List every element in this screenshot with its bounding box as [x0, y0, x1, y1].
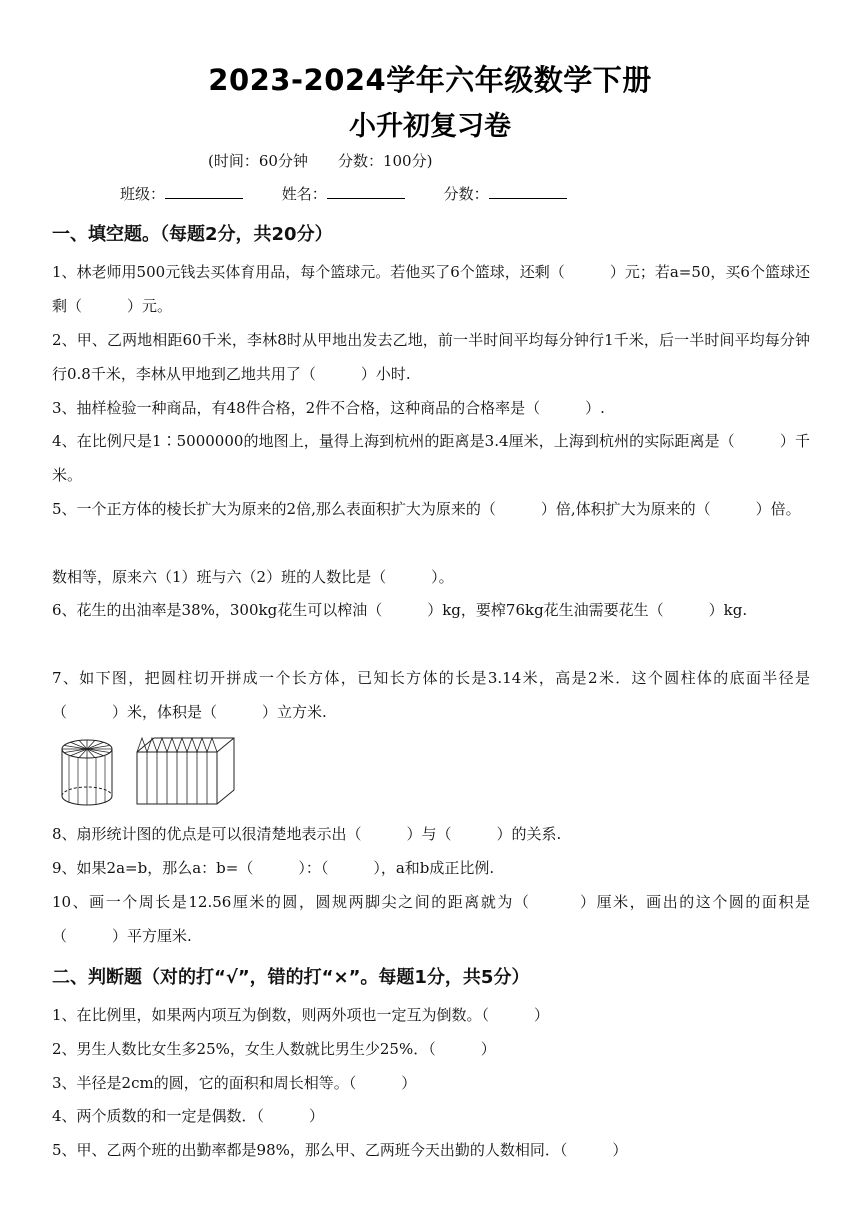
question-7: 7、如下图，把圆柱切开拼成一个长方体，已知长方体的长是3.14米，高是2米．这个圆柱体的底面半径是（ ）米，体积是（ ）立方米.: [52, 669, 810, 721]
class-blank[interactable]: [165, 184, 243, 199]
judge-3: 3、半径是2cm的圆，它的面积和周长相等。（ ）: [52, 1074, 417, 1092]
question-9: 9、如果2a=b，那么a：b=（ ）：（ ），a和b成正比例.: [52, 859, 495, 877]
question-8: 8、扇形统计图的优点是可以很清楚地表示出（ ）与（ ）的关系.: [52, 825, 562, 843]
question-fragment: 数相等，原来六（1）班与六（2）班的人数比是（ ）。: [52, 568, 454, 586]
section-1-heading: 一、填空题。（每题2分，共20分）: [52, 224, 333, 245]
judge-1: 1、在比例里，如果两内项互为倒数，则两外项也一定互为倒数。（ ）: [52, 1006, 550, 1024]
question-6: 6、花生的出油率是38%，300kg花生可以榨油（ ）kg，要榨76kg花生油需要花生（ ）kg.: [52, 601, 748, 619]
question-1: 1、林老师用500元钱去买体育用品，每个篮球元。若他买了6个篮球，还剩（ ）元；若a=50，买6个篮球还剩（ ）元。: [52, 263, 810, 315]
cylinder-figure: [52, 734, 237, 810]
page-subtitle: 小升初复习卷: [349, 111, 511, 142]
question-5: 5、一个正方体的棱长扩大为原来的2倍,那么表面积扩大为原来的（ ）倍,体积扩大为原来的（ ）倍。: [52, 500, 801, 518]
score-label: 分数：: [443, 185, 489, 203]
score-blank[interactable]: [489, 184, 567, 199]
judge-4: 4、两个质数的和一定是偶数．（ ）: [52, 1107, 325, 1125]
section-2-heading: 二、判断题（对的打“√”，错的打“×”。每题1分，共5分）: [52, 967, 530, 988]
question-4: 4、在比例尺是1∶5000000的地图上，量得上海到杭州的距离是3.4厘米，上海到杭州的实际距离是（ ）千米。: [52, 432, 810, 484]
student-fields: [120, 183, 567, 204]
name-label: 姓名：: [281, 185, 327, 203]
judge-2: 2、男生人数比女生多25%，女生人数就比男生少25%．（ ）: [52, 1040, 496, 1058]
question-3: 3、抽样检验一种商品，有48件合格，2件不合格，这种商品的合格率是（ ）.: [52, 399, 605, 417]
question-10: 10、画一个周长是12.56厘米的圆，圆规两脚尖之间的距离就为（ ）厘米，画出的这个圆的面积是（ ）平方厘米.: [52, 893, 810, 945]
class-label: 班级：: [120, 185, 166, 203]
question-2: 2、甲、乙两地相距60千米，李林8时从甲地出发去乙地，前一半时间平均每分钟行1千米，后一半时间平均每分钟行0.8千米，李林从甲地到乙地共用了（ ）小时.: [52, 331, 810, 383]
judge-5: 5、甲、乙两个班的出勤率都是98%，那么甲、乙两班今天出勤的人数相同．（ ）: [52, 1141, 628, 1159]
exam-meta: (时间：60分钟 分数：100分): [208, 152, 433, 170]
name-blank[interactable]: [327, 184, 405, 199]
page-title: 2023-2024学年六年级数学下册: [208, 63, 652, 97]
